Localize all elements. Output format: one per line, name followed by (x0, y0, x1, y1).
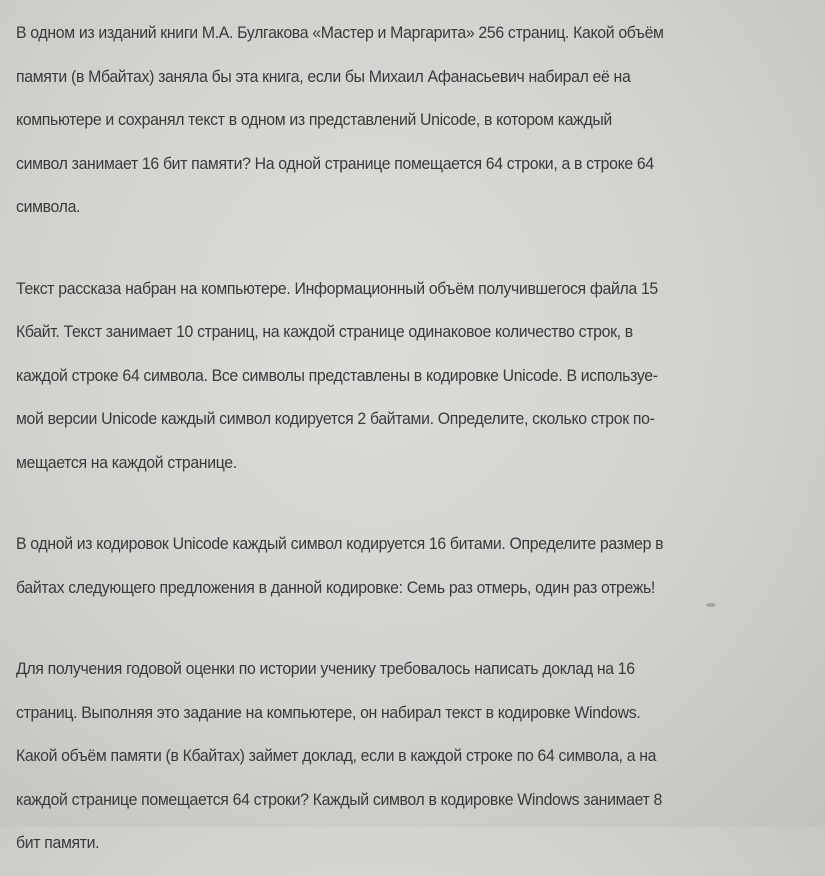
task-2-line-3: каждой строке 64 символа. Все символы представлены в кодировке Unicode. В используе- (16, 366, 658, 385)
task-2-line-4: мой версии Unicode каждый символ кодируется 2 байтами. Определите, сколько строк по- (16, 410, 655, 428)
task-4-line-2: страниц. Выполняя это задание на компьютере, он набирал текст в кодировке Windows. (16, 703, 641, 722)
task-1-line-5: символа. (16, 198, 81, 216)
task-3-line-2: байтах следующего предложения в данной кодировке: Семь раз отмерь, один раз отрежь! (16, 578, 656, 597)
task-4-line-3: Какой объём памяти (в Кбайтах) займет доклад, если в каждой строке по 64 символа, а на (16, 747, 657, 765)
task-2-line-1: Текст рассказа набран на компьютере. Информационный объём получившегося файла 15 (16, 279, 658, 298)
task-4-line-1: Для получения годовой оценки по истории ученику требовалось написать доклад на 16 (16, 660, 635, 678)
task-1-line-3: компьютере и сохранял текст в одном из представлений Unicode, в котором каждый (16, 111, 612, 129)
task-paragraph-2 (16, 278, 817, 496)
screen-dust-speck (706, 603, 716, 607)
task-paragraph-4 (16, 658, 817, 876)
task-paragraph-3 (16, 533, 817, 620)
task-2-line-2: Кбайт. Текст занимает 10 страниц, на каждой странице одинаковое количество строк, в (16, 323, 633, 341)
task-1-line-1: В одном из изданий книги М.А. Булгакова «Мастер и Маргарита» 256 страниц. Какой объём (16, 24, 664, 42)
task-1-line-4: символ занимает 16 бит памяти? На одной странице помещается 64 строки, а в строке 64 (16, 154, 654, 173)
task-4-line-4: каждой странице помещается 64 строки? Каждый символ в кодировке Windows занимает 8 (16, 790, 663, 809)
task-4-line-5: бит памяти. (16, 834, 100, 852)
task-2-line-5: мещается на каждой странице. (16, 453, 237, 472)
task-paragraph-1 (16, 22, 817, 240)
task-3-line-1: В одной из кодировок Unicode каждый символ кодируется 16 битами. Определите размер в (16, 535, 664, 553)
task-1-line-2: памяти (в Мбайтах) заняла бы эта книга, если бы Михаил Афанасьевич набирал её на (16, 67, 631, 86)
